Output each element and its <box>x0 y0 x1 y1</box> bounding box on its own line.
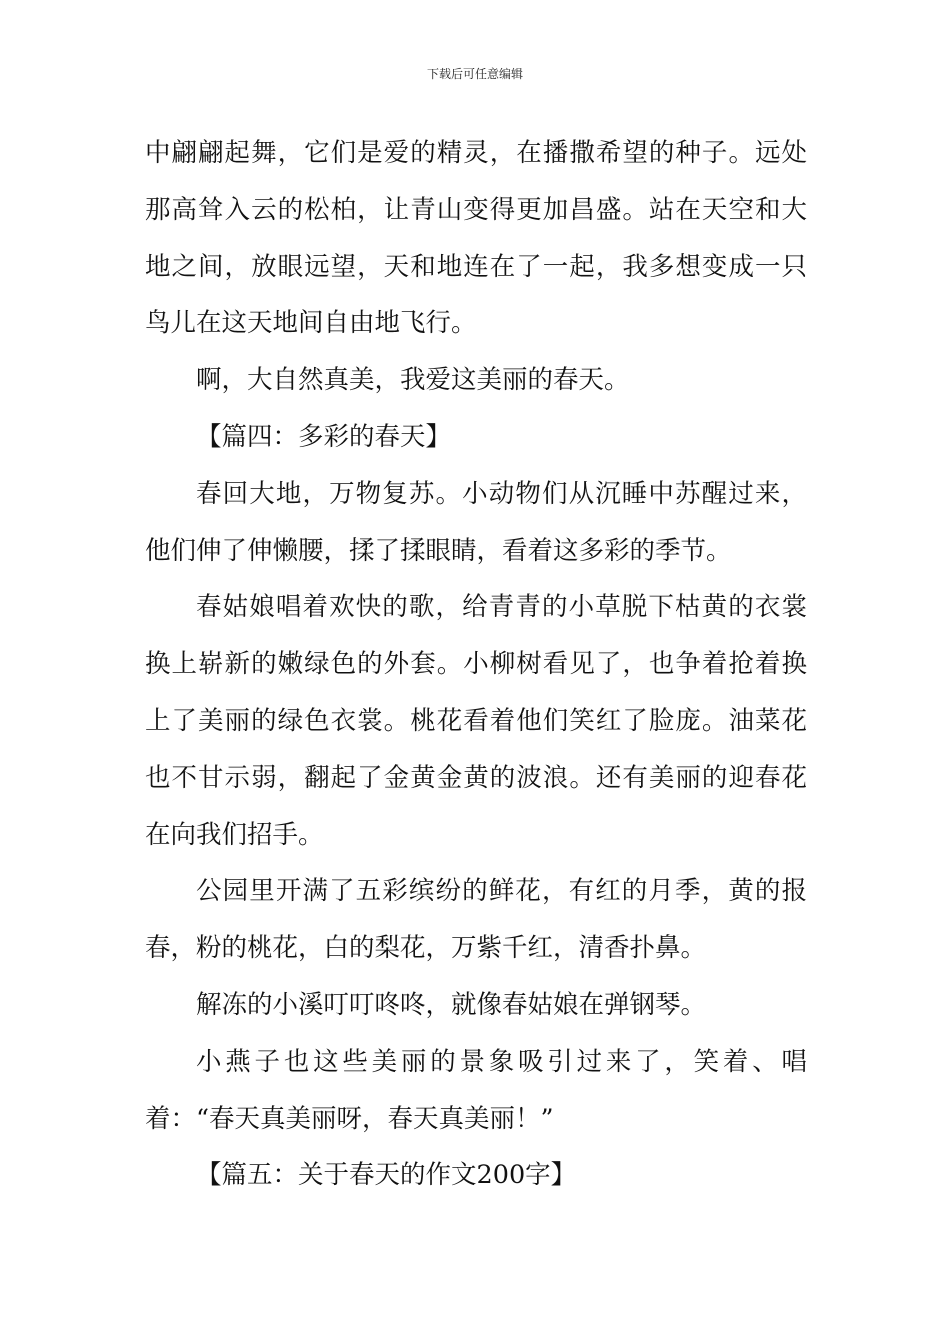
document-body <box>145 125 807 1204</box>
paragraph: 春回大地，万物复苏。小动物们从沉睡中苏醒过来，他们伸了伸懒腰，揉了揉眼睛，看着这多彩的季节。 <box>145 478 807 566</box>
section-heading: 【篇四：多彩的春天】 <box>196 421 452 452</box>
paragraph: 小燕子也这些美丽的景象吸引过来了，笑着、唱着：“春天真美丽呀，春天真美丽！” <box>145 1046 807 1134</box>
paragraph: 公园里开满了五彩缤纷的鲜花，有红的月季，黄的报春，粉的桃花，白的梨花，万紫千红，清香扑鼻。 <box>145 876 807 964</box>
paragraph: 啊，大自然真美，我爱这美丽的春天。 <box>196 365 630 396</box>
paragraph: 解冻的小溪叮叮咚咚，就像春姑娘在弹钢琴。 <box>196 989 707 1020</box>
section-heading: 【篇五：关于春天的作文200字】 <box>196 1160 577 1191</box>
paragraph: 春姑娘唱着欢快的歌，给青青的小草脱下枯黄的衣裳换上崭新的嫩绿色的外套。小柳树看见了，也争着抢着换上了美丽的绿色衣裳。桃花看着他们笑红了脸庞。油菜花也不甘示弱，翻起了金黄金黄的波浪。还有美丽的迎春花在向我们招手。 <box>145 592 807 850</box>
paragraph: 中翩翩起舞，它们是爱的精灵，在播撒希望的种子。远处那高耸入云的松柏，让青山变得更加昌盛。站在天空和大地之间，放眼远望，天和地连在了一起，我多想变成一只鸟儿在这天地间自由地飞行。 <box>145 138 807 339</box>
page-header: 下载后可任意编辑 <box>426 67 523 81</box>
